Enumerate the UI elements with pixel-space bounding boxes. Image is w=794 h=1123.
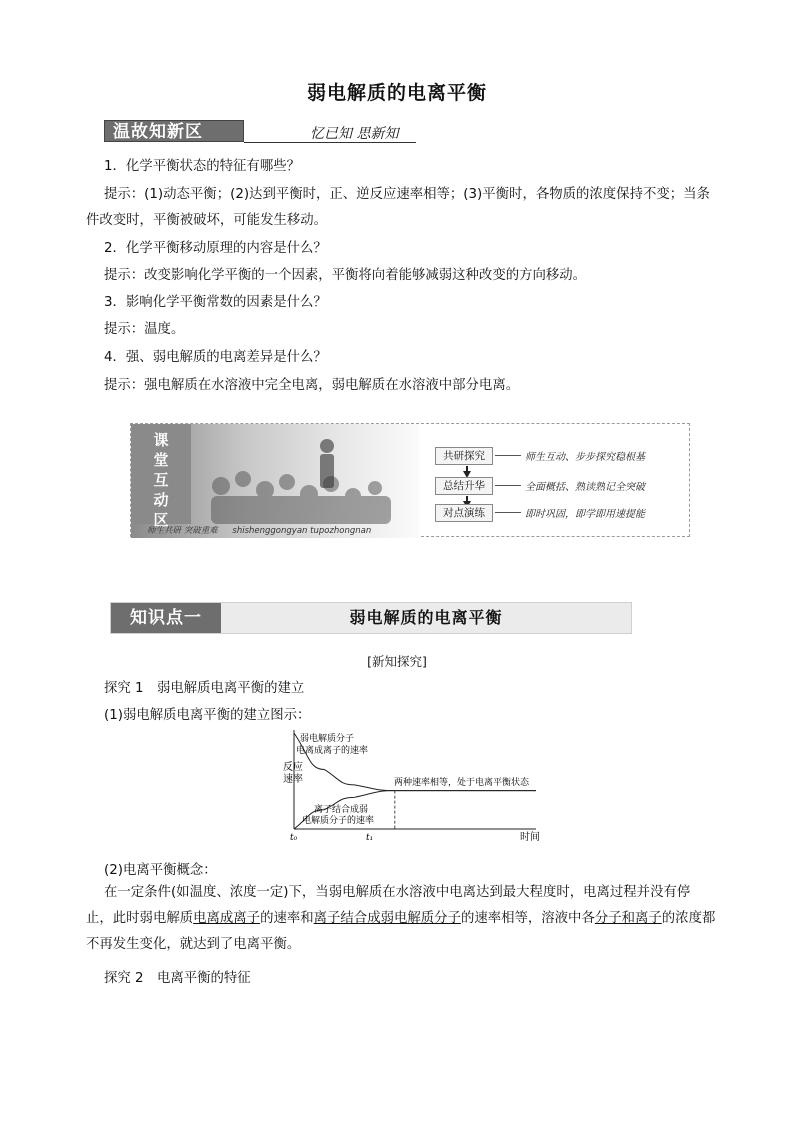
answer-4: 提示：强电解质在水溶液中完全电离，弱电解质在水溶液中部分电离。: [104, 378, 520, 393]
y-axis-label-2: 速率: [283, 774, 303, 785]
answer-1-line-2: 件改变时，平衡被破坏，可能发生移动。: [86, 213, 328, 228]
series-1-label-1: 弱电解质分子: [300, 734, 355, 744]
underlined-term: 离子结合成弱电解质分子: [313, 911, 461, 926]
answer-1-line-1: 提示：(1)动态平衡；(2)达到平衡时，正、逆反应速率相等；(3)平衡时，各物质的浓度保持不变；当条: [104, 187, 710, 202]
knowledge-point-title: 弱电解质的电离平衡: [349, 608, 503, 627]
explore-2-heading: 探究 2 电离平衡的特征: [104, 971, 251, 986]
concept-heading: (2)电离平衡概念：: [104, 863, 217, 878]
concept-paragraph: 在一定条件(如温度、浓度一定)下，当弱电解质在水溶液中电离达到最大程度时，电离过程并没有停止，此时弱电解质电离成离子的速率和离子结合成弱电解质分子的速率相等，溶液中各分子和离子的浓度都不再发生变化，就达到了电离平衡。: [86, 885, 716, 952]
banner-item-summary: 总结升华 全面概括、熟读熟记全突破: [435, 477, 685, 495]
review-section-subtitle: 忆已知 思新知: [310, 126, 399, 142]
series-2-label-2: 电解质分子的速率: [302, 816, 375, 826]
series-2-label-1: 离子结合成弱: [314, 805, 369, 815]
underlined-term: 电离成离子: [193, 911, 261, 926]
series-1-label-2: 电离成离子的速率: [296, 746, 369, 756]
equilibrium-annotation: 两种速率相等，处于电离平衡状态: [394, 778, 530, 788]
x-axis-label: 时间: [520, 832, 540, 843]
knowledge-point-label: 知识点一: [111, 603, 221, 633]
explore-1-heading: 探究 1 弱电解质电离平衡的建立: [104, 681, 305, 696]
answer-2: 提示：改变影响化学平衡的一个因素，平衡将向着能够减弱这种改变的方向移动。: [104, 268, 587, 283]
classroom-vertical-title: 课 堂 互 动 区: [131, 424, 191, 524]
x-tick-t1: t₁: [366, 833, 374, 843]
question-4: 4．强、弱电解质的电离差异是什么？: [104, 350, 327, 365]
answer-3: 提示：温度。: [104, 322, 185, 337]
page-title: 弱电解质的电离平衡: [306, 82, 487, 104]
review-section-label: 温故知新区: [104, 120, 244, 142]
ionization-equilibrium-chart: [280, 728, 550, 844]
y-axis-label-1: 反应: [283, 762, 303, 773]
question-3: 3．影响化学平衡常数的因素是什么？: [104, 295, 327, 310]
knowledge-point-banner: [110, 602, 632, 634]
banner-item-explore: 共研探究 师生互动、步步探究稳根基: [435, 447, 685, 465]
classroom-interaction-banner: [130, 423, 690, 537]
classroom-banner-footer: 师生共研 突破重难 shishenggongyan tupozhongnan: [147, 526, 372, 536]
figure-caption: (1)弱电解质电离平衡的建立图示：: [104, 708, 311, 723]
underlined-term: 分子和离子: [594, 911, 662, 926]
x-tick-t0: t₀: [290, 833, 298, 843]
question-1: 1．化学平衡状态的特征有哪些？: [104, 159, 300, 174]
review-section-banner: [104, 120, 416, 144]
new-knowledge-tag: [新知探究]: [367, 654, 427, 669]
question-2: 2．化学平衡移动原理的内容是什么？: [104, 241, 327, 256]
banner-item-practice: 对点演练 即时巩固，即学即用速提能: [435, 504, 685, 522]
